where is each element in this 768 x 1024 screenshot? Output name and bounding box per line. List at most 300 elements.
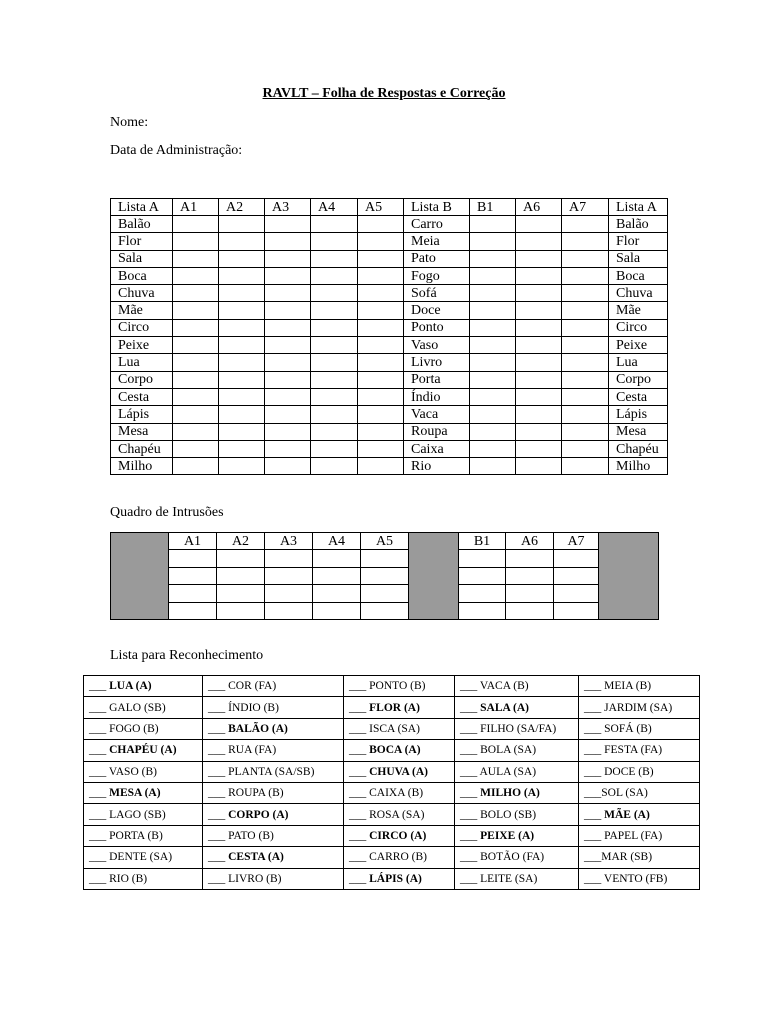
answer-cell bbox=[173, 267, 219, 284]
answer-cell bbox=[470, 337, 516, 354]
target-word: CESTA (A) bbox=[228, 851, 284, 864]
item-text: ___ ROSA (SA) bbox=[349, 808, 425, 821]
answer-cell bbox=[173, 388, 219, 405]
gray-block bbox=[599, 533, 659, 620]
answer-cell bbox=[358, 354, 404, 371]
answer-cell bbox=[265, 302, 311, 319]
intrusion-cell bbox=[506, 602, 554, 619]
intrusion-cell bbox=[361, 550, 409, 567]
list-a-word: Mesa bbox=[111, 423, 173, 440]
target-word: CHAPÉU (A) bbox=[109, 744, 177, 757]
table-row bbox=[84, 868, 700, 889]
item-text: ___ bbox=[460, 829, 481, 842]
intrusions-table bbox=[110, 532, 659, 620]
list-b-word: Doce bbox=[404, 302, 470, 319]
answer-cell bbox=[516, 440, 562, 457]
recognition-item bbox=[84, 697, 203, 718]
table-row bbox=[84, 718, 700, 739]
intrusion-cell bbox=[554, 550, 599, 567]
answer-cell bbox=[219, 371, 265, 388]
date-field-label: Data de Administração: bbox=[110, 143, 243, 158]
table-row bbox=[84, 740, 700, 761]
recognition-item bbox=[203, 847, 344, 868]
intrusion-cell bbox=[265, 602, 313, 619]
item-text: ___ SOFÁ (B) bbox=[584, 722, 652, 735]
list-a-word: Mãe bbox=[111, 302, 173, 319]
intrusion-cell bbox=[217, 602, 265, 619]
list-a-word: Mãe bbox=[609, 302, 668, 319]
table-row bbox=[111, 388, 668, 405]
item-text: ___ PAPEL (FA) bbox=[584, 829, 663, 842]
recognition-item bbox=[344, 847, 455, 868]
recognition-item bbox=[344, 804, 455, 825]
answer-cell bbox=[219, 354, 265, 371]
header-cell: A7 bbox=[562, 199, 609, 216]
list-a-word: Boca bbox=[609, 267, 668, 284]
list-a-word: Corpo bbox=[111, 371, 173, 388]
list-a-word: Chuva bbox=[609, 285, 668, 302]
item-text: ___ FILHO (SA/FA) bbox=[460, 722, 557, 735]
answer-cell bbox=[516, 233, 562, 250]
answer-cell bbox=[516, 250, 562, 267]
recognition-item bbox=[84, 676, 203, 697]
item-text: ___ LAGO (SB) bbox=[89, 808, 166, 821]
header-cell: A1 bbox=[169, 533, 217, 550]
list-b-word: Vaso bbox=[404, 337, 470, 354]
list-a-word: Milho bbox=[609, 458, 668, 475]
item-text: ___ MEIA (B) bbox=[584, 680, 652, 693]
item-text: ___ CAIXA (B) bbox=[349, 787, 424, 800]
answer-cell bbox=[358, 423, 404, 440]
recognition-item bbox=[203, 804, 344, 825]
answer-cell bbox=[516, 406, 562, 423]
answer-cell bbox=[470, 423, 516, 440]
recognition-item bbox=[344, 697, 455, 718]
intrusion-cell bbox=[554, 585, 599, 602]
answer-cell bbox=[173, 302, 219, 319]
header-cell: Lista A bbox=[111, 199, 173, 216]
item-text: ___ VENTO (FB) bbox=[584, 872, 668, 885]
recognition-item bbox=[455, 718, 579, 739]
recognition-item bbox=[84, 718, 203, 739]
table-row bbox=[111, 250, 668, 267]
item-text: ___ bbox=[349, 701, 370, 714]
item-text: ___ DOCE (B) bbox=[584, 765, 654, 778]
recognition-item bbox=[579, 676, 700, 697]
answer-cell bbox=[358, 285, 404, 302]
answer-cell bbox=[470, 458, 516, 475]
table-row bbox=[111, 406, 668, 423]
answer-cell bbox=[358, 319, 404, 336]
item-text: ___ VACA (B) bbox=[460, 680, 529, 693]
answer-cell bbox=[311, 302, 358, 319]
answer-cell bbox=[562, 285, 609, 302]
answer-cell bbox=[358, 458, 404, 475]
recognition-item bbox=[203, 868, 344, 889]
list-a-word: Milho bbox=[111, 458, 173, 475]
table-row bbox=[84, 804, 700, 825]
recognition-item bbox=[84, 847, 203, 868]
answer-cell bbox=[358, 267, 404, 284]
list-a-word: Cesta bbox=[609, 388, 668, 405]
table-row bbox=[111, 233, 668, 250]
list-b-word: Livro bbox=[404, 354, 470, 371]
recognition-title: Lista para Reconhecimento bbox=[110, 648, 264, 663]
target-word: CORPO (A) bbox=[228, 808, 289, 821]
item-text: ___ bbox=[349, 872, 370, 885]
answer-cell bbox=[173, 337, 219, 354]
answer-cell bbox=[219, 440, 265, 457]
header-cell: A7 bbox=[554, 533, 599, 550]
recognition-item bbox=[344, 782, 455, 803]
answer-cell bbox=[173, 440, 219, 457]
answer-cell bbox=[516, 267, 562, 284]
recognition-item bbox=[344, 868, 455, 889]
intrusion-cell bbox=[169, 585, 217, 602]
item-text: ___ ISCA (SA) bbox=[349, 722, 420, 735]
answer-cell bbox=[173, 354, 219, 371]
answer-cell bbox=[311, 216, 358, 233]
recognition-item bbox=[455, 761, 579, 782]
list-a-word: Sala bbox=[111, 250, 173, 267]
target-word: BOCA (A) bbox=[369, 744, 421, 757]
list-b-word: Porta bbox=[404, 371, 470, 388]
table-row bbox=[111, 371, 668, 388]
item-text: ___ PORTA (B) bbox=[89, 829, 163, 842]
item-text: ___ RIO (B) bbox=[89, 872, 148, 885]
answer-cell bbox=[173, 319, 219, 336]
answer-cell bbox=[219, 216, 265, 233]
recognition-item bbox=[455, 847, 579, 868]
answer-cell bbox=[311, 285, 358, 302]
answer-cell bbox=[562, 337, 609, 354]
target-word: MÃE (A) bbox=[604, 808, 650, 821]
answer-cell bbox=[562, 440, 609, 457]
answer-cell bbox=[470, 406, 516, 423]
header-cell: A4 bbox=[311, 199, 358, 216]
answer-cell bbox=[265, 216, 311, 233]
recognition-item bbox=[579, 697, 700, 718]
item-text: ___ AULA (SA) bbox=[460, 765, 537, 778]
answer-cell bbox=[173, 458, 219, 475]
answer-cell bbox=[562, 233, 609, 250]
item-text: ___ bbox=[460, 701, 481, 714]
recognition-item bbox=[579, 804, 700, 825]
answer-cell bbox=[219, 319, 265, 336]
item-text: ___ JARDIM (SA) bbox=[584, 701, 673, 714]
header-cell: A3 bbox=[265, 199, 311, 216]
list-a-word: Lápis bbox=[609, 406, 668, 423]
list-a-word: Peixe bbox=[609, 337, 668, 354]
recognition-item bbox=[344, 718, 455, 739]
target-word: SALA (A) bbox=[480, 701, 530, 714]
header-cell: A6 bbox=[506, 533, 554, 550]
list-a-word: Chapéu bbox=[609, 440, 668, 457]
answer-cell bbox=[470, 267, 516, 284]
answer-cell bbox=[219, 423, 265, 440]
answer-cell bbox=[562, 458, 609, 475]
answer-cell bbox=[265, 233, 311, 250]
answer-cell bbox=[173, 423, 219, 440]
recognition-item bbox=[344, 825, 455, 846]
answer-cell bbox=[173, 371, 219, 388]
intrusion-cell bbox=[313, 567, 361, 584]
recognition-item bbox=[579, 868, 700, 889]
answer-cell bbox=[219, 406, 265, 423]
list-b-word: Sofá bbox=[404, 285, 470, 302]
recognition-item bbox=[203, 718, 344, 739]
item-text: ___ bbox=[460, 787, 481, 800]
answer-cell bbox=[358, 388, 404, 405]
list-b-word: Ponto bbox=[404, 319, 470, 336]
recognition-table bbox=[83, 675, 700, 890]
intrusion-cell bbox=[265, 585, 313, 602]
answer-cell bbox=[470, 216, 516, 233]
answer-cell bbox=[358, 302, 404, 319]
gray-block bbox=[409, 533, 459, 620]
name-field-label: Nome: bbox=[110, 115, 149, 130]
header-row bbox=[111, 199, 668, 216]
answer-cell bbox=[470, 371, 516, 388]
answer-cell bbox=[265, 388, 311, 405]
table-row bbox=[111, 567, 659, 584]
item-text: ___ LEITE (SA) bbox=[460, 872, 538, 885]
answer-cell bbox=[516, 354, 562, 371]
item-text: ___ bbox=[89, 787, 110, 800]
item-text: ___ RUA (FA) bbox=[208, 744, 277, 757]
page-title: RAVLT – Folha de Respostas e Correção bbox=[262, 86, 506, 101]
list-a-word: Boca bbox=[111, 267, 173, 284]
answer-cell bbox=[265, 250, 311, 267]
header-cell: B1 bbox=[459, 533, 506, 550]
recognition-item bbox=[579, 825, 700, 846]
answer-cell bbox=[470, 319, 516, 336]
recognition-item bbox=[344, 676, 455, 697]
intrusion-cell bbox=[313, 550, 361, 567]
recognition-item bbox=[455, 697, 579, 718]
item-text: ___ bbox=[89, 744, 110, 757]
answer-cell bbox=[311, 458, 358, 475]
answer-cell bbox=[358, 233, 404, 250]
item-text: ___ LIVRO (B) bbox=[208, 872, 282, 885]
item-text: ___ bbox=[349, 744, 370, 757]
item-text: ___ bbox=[349, 765, 370, 778]
intrusion-cell bbox=[506, 567, 554, 584]
answer-cell bbox=[470, 302, 516, 319]
header-cell: A4 bbox=[313, 533, 361, 550]
item-text: ___ BOLA (SA) bbox=[460, 744, 537, 757]
intrusion-cell bbox=[554, 567, 599, 584]
answer-cell bbox=[562, 354, 609, 371]
answer-cell bbox=[173, 250, 219, 267]
intrusion-cell bbox=[506, 550, 554, 567]
table-row bbox=[111, 216, 668, 233]
list-a-word: Sala bbox=[609, 250, 668, 267]
answer-cell bbox=[219, 302, 265, 319]
answer-cell bbox=[219, 285, 265, 302]
table-row bbox=[111, 440, 668, 457]
answer-cell bbox=[470, 250, 516, 267]
list-b-word: Fogo bbox=[404, 267, 470, 284]
intrusion-cell bbox=[169, 550, 217, 567]
list-a-word: Balão bbox=[609, 216, 668, 233]
answer-cell bbox=[311, 319, 358, 336]
table-row bbox=[111, 423, 668, 440]
intrusion-cell bbox=[217, 550, 265, 567]
recognition-item bbox=[84, 761, 203, 782]
answer-cell bbox=[470, 233, 516, 250]
recognition-item bbox=[84, 825, 203, 846]
answer-cell bbox=[358, 371, 404, 388]
answer-cell bbox=[219, 233, 265, 250]
answer-cell bbox=[562, 302, 609, 319]
header-cell: Lista A bbox=[609, 199, 668, 216]
header-cell: A6 bbox=[516, 199, 562, 216]
intrusion-cell bbox=[459, 567, 506, 584]
intrusion-cell bbox=[169, 602, 217, 619]
item-text: ___ ROUPA (B) bbox=[208, 787, 284, 800]
answer-cell bbox=[516, 388, 562, 405]
recognition-item bbox=[203, 761, 344, 782]
answer-cell bbox=[562, 267, 609, 284]
answer-cell bbox=[562, 319, 609, 336]
item-text: ___ COR (FA) bbox=[208, 680, 277, 693]
table-row bbox=[111, 285, 668, 302]
recognition-item bbox=[344, 740, 455, 761]
recognition-item bbox=[455, 740, 579, 761]
recognition-item bbox=[203, 676, 344, 697]
target-word: CHUVA (A) bbox=[369, 765, 429, 778]
recognition-item bbox=[84, 740, 203, 761]
recognition-item bbox=[455, 676, 579, 697]
answer-cell bbox=[311, 388, 358, 405]
answer-cell bbox=[311, 267, 358, 284]
header-cell: B1 bbox=[470, 199, 516, 216]
item-text: ___ bbox=[89, 680, 110, 693]
header-cell: A2 bbox=[219, 199, 265, 216]
item-text: ___ BOTÃO (FA) bbox=[460, 851, 545, 864]
recognition-item bbox=[84, 782, 203, 803]
list-a-word: Circo bbox=[609, 319, 668, 336]
answer-cell bbox=[516, 423, 562, 440]
item-text: ___ bbox=[208, 851, 229, 864]
header-cell: A1 bbox=[173, 199, 219, 216]
answer-cell bbox=[265, 371, 311, 388]
answer-cell bbox=[358, 440, 404, 457]
intrusion-cell bbox=[459, 550, 506, 567]
table-row bbox=[84, 847, 700, 868]
answer-cell bbox=[516, 371, 562, 388]
answer-cell bbox=[358, 337, 404, 354]
recognition-item bbox=[203, 697, 344, 718]
intrusion-cell bbox=[361, 567, 409, 584]
list-b-word: Vaca bbox=[404, 406, 470, 423]
recognition-item bbox=[455, 868, 579, 889]
list-a-word: Flor bbox=[609, 233, 668, 250]
list-a-word: Mesa bbox=[609, 423, 668, 440]
intrusion-cell bbox=[313, 585, 361, 602]
header-cell: A5 bbox=[361, 533, 409, 550]
intrusion-cell bbox=[459, 602, 506, 619]
intrusion-cell bbox=[361, 602, 409, 619]
answer-cell bbox=[219, 337, 265, 354]
table-row bbox=[84, 676, 700, 697]
answer-cell bbox=[265, 440, 311, 457]
list-a-word: Lua bbox=[111, 354, 173, 371]
answer-cell bbox=[311, 406, 358, 423]
answer-cell bbox=[219, 388, 265, 405]
recognition-item bbox=[579, 761, 700, 782]
target-word: MILHO (A) bbox=[480, 787, 540, 800]
target-word: CIRCO (A) bbox=[369, 829, 427, 842]
answer-cell bbox=[311, 371, 358, 388]
intrusion-cell bbox=[313, 602, 361, 619]
target-word: LUA (A) bbox=[109, 680, 152, 693]
target-word: LÁPIS (A) bbox=[369, 872, 422, 885]
list-a-word: Chuva bbox=[111, 285, 173, 302]
answer-cell bbox=[470, 388, 516, 405]
recognition-item bbox=[579, 782, 700, 803]
intrusion-cell bbox=[169, 567, 217, 584]
recognition-item bbox=[203, 782, 344, 803]
answer-cell bbox=[562, 388, 609, 405]
intrusion-cell bbox=[265, 567, 313, 584]
answer-cell bbox=[173, 233, 219, 250]
recognition-item bbox=[579, 718, 700, 739]
answer-cell bbox=[562, 406, 609, 423]
item-text: ___MAR (SB) bbox=[584, 851, 653, 864]
intrusions-title: Quadro de Intrusões bbox=[110, 505, 224, 520]
list-b-word: Rio bbox=[404, 458, 470, 475]
intrusion-cell bbox=[506, 585, 554, 602]
list-b-word: Caixa bbox=[404, 440, 470, 457]
answer-cell bbox=[311, 233, 358, 250]
intrusion-cell bbox=[265, 550, 313, 567]
answer-cell bbox=[265, 319, 311, 336]
intrusion-cell bbox=[554, 602, 599, 619]
intrusion-cell bbox=[459, 585, 506, 602]
item-text: ___ bbox=[584, 808, 605, 821]
header-cell: A2 bbox=[217, 533, 265, 550]
answer-cell bbox=[311, 423, 358, 440]
item-text: ___SOL (SA) bbox=[584, 787, 648, 800]
recognition-item bbox=[344, 761, 455, 782]
table-row bbox=[111, 337, 668, 354]
answer-cell bbox=[562, 371, 609, 388]
list-a-word: Chapéu bbox=[111, 440, 173, 457]
item-text: ___ DENTE (SA) bbox=[89, 851, 173, 864]
recognition-item bbox=[455, 804, 579, 825]
answer-cell bbox=[173, 216, 219, 233]
answer-cell bbox=[358, 406, 404, 423]
answer-cell bbox=[173, 406, 219, 423]
answer-cell bbox=[311, 354, 358, 371]
answer-cell bbox=[265, 337, 311, 354]
target-word: MESA (A) bbox=[109, 787, 161, 800]
answer-cell bbox=[516, 319, 562, 336]
answer-cell bbox=[265, 423, 311, 440]
item-text: ___ PLANTA (SA/SB) bbox=[208, 765, 315, 778]
item-text: ___ bbox=[349, 829, 370, 842]
table-row bbox=[111, 550, 659, 567]
target-word: PEIXE (A) bbox=[480, 829, 535, 842]
table-row bbox=[111, 302, 668, 319]
answer-cell bbox=[265, 267, 311, 284]
intrusion-cell bbox=[217, 567, 265, 584]
list-a-word: Cesta bbox=[111, 388, 173, 405]
answer-cell bbox=[562, 216, 609, 233]
answer-cell bbox=[265, 458, 311, 475]
